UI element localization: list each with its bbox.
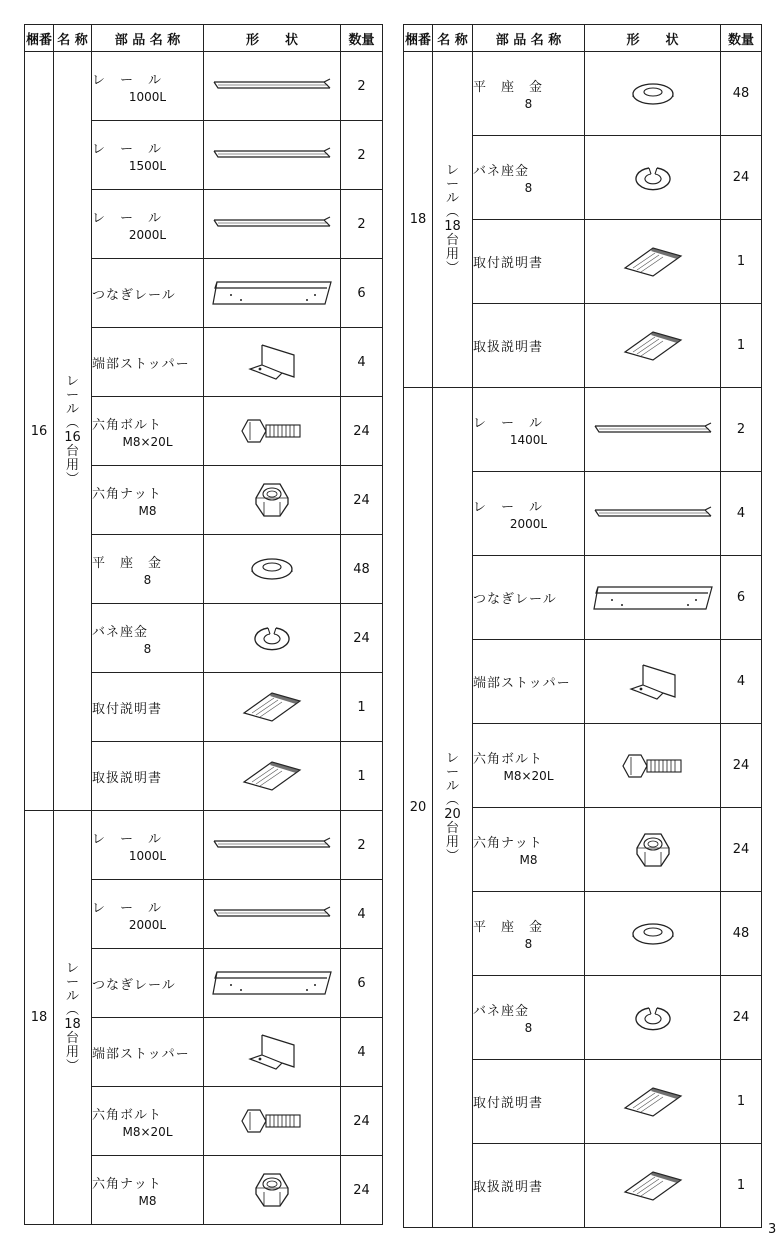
part-spec: M8×20L: [122, 434, 173, 449]
part-name-cell: [92, 52, 204, 121]
shape-cell: [204, 121, 341, 190]
part-name: 六角ナット: [473, 836, 543, 851]
quantity-cell: 48: [721, 892, 762, 976]
bundle-number-cell: 18: [25, 811, 54, 1225]
table-row: [404, 388, 762, 472]
manual-icon: [204, 689, 340, 725]
part-name-cell: [473, 892, 585, 976]
parts-table-left: [24, 24, 383, 1225]
part-spec: M8×20L: [503, 769, 554, 783]
quantity-cell: 48: [721, 52, 762, 136]
header-bundle: 梱番: [404, 25, 433, 52]
header-shape: 形 状: [585, 25, 721, 52]
hex-nut-icon: [585, 830, 720, 870]
group-name-char: 用: [445, 246, 459, 262]
group-name-char: 台: [65, 1030, 79, 1046]
rail-icon: [204, 902, 340, 926]
manual-icon: [204, 758, 340, 794]
group-name-vertical: [64, 375, 81, 487]
quantity-cell: 4: [341, 880, 383, 949]
part-name: バネ座金: [473, 1004, 530, 1019]
group-name-char: レ: [445, 162, 459, 178]
stopper-icon: [204, 341, 340, 383]
part-name-cell: [92, 535, 204, 604]
hex-bolt-icon: [204, 1106, 340, 1136]
quantity-cell: 1: [721, 220, 762, 304]
quantity-cell: 24: [341, 466, 383, 535]
group-name-char: ︶: [65, 472, 79, 487]
part-name: つなぎレール: [92, 287, 176, 303]
part-name-cell: [92, 466, 204, 535]
header-row: [25, 25, 383, 52]
group-name-vertical: [64, 962, 81, 1074]
shape-cell: [204, 466, 341, 535]
header-name: 名 称: [54, 25, 92, 52]
part-name-cell: [473, 220, 585, 304]
group-name-char: ︵: [65, 1002, 79, 1018]
group-name-char: 20: [444, 806, 461, 822]
bundle-number-cell: 20: [404, 388, 433, 1228]
quantity-cell: 2: [341, 52, 383, 121]
hex-nut-icon: [204, 1170, 340, 1210]
quantity-cell: 2: [341, 121, 383, 190]
shape-cell: [585, 472, 721, 556]
group-name-vertical: [444, 752, 461, 864]
header-quantity: 数量: [721, 25, 762, 52]
rail-icon: [204, 212, 340, 236]
group-name-char: レ: [65, 374, 79, 389]
quantity-cell: 24: [341, 397, 383, 466]
group-name-char: ︶: [445, 848, 459, 864]
shape-cell: [585, 640, 721, 724]
parts-table-right: [403, 24, 762, 1228]
shape-cell: [204, 535, 341, 604]
part-name-cell: [92, 880, 204, 949]
part-name-cell: [92, 259, 204, 328]
part-name-cell: [92, 328, 204, 397]
group-name-char: ︵: [445, 204, 459, 220]
stopper-icon: [585, 661, 720, 703]
group-name-char: 18: [64, 1016, 81, 1032]
group-name-char: 用: [445, 834, 459, 850]
quantity-cell: 1: [721, 1060, 762, 1144]
part-name: レ ー ル: [473, 416, 544, 431]
quantity-cell: 24: [341, 1156, 383, 1225]
quantity-cell: 2: [721, 388, 762, 472]
part-name: つなぎレール: [92, 977, 176, 993]
shape-cell: [585, 808, 721, 892]
quantity-cell: 4: [341, 1018, 383, 1087]
part-name: 六角ボルト: [92, 1107, 163, 1123]
group-name-char: ル: [445, 778, 459, 794]
part-name-cell: [473, 556, 585, 640]
quantity-cell: 2: [341, 190, 383, 259]
flat-washer-icon: [585, 80, 720, 108]
quantity-cell: 1: [721, 1144, 762, 1228]
group-name-char: 用: [65, 1044, 79, 1060]
page-number: 3: [768, 1222, 777, 1237]
table-row: [25, 811, 383, 880]
part-name-cell: [473, 52, 585, 136]
shape-cell: [204, 1087, 341, 1156]
quantity-cell: 24: [721, 136, 762, 220]
group-name-char: ル: [65, 402, 79, 417]
quantity-cell: 24: [721, 808, 762, 892]
rail-icon: [204, 833, 340, 857]
part-name-cell: [473, 724, 585, 808]
shape-cell: [204, 811, 341, 880]
part-name: レ ー ル: [92, 831, 163, 847]
joint-rail-icon: [204, 278, 340, 308]
part-name-cell: [473, 304, 585, 388]
manual-icon: [585, 328, 720, 364]
part-name: レ ー ル: [92, 72, 163, 88]
manual-icon: [585, 1168, 720, 1204]
group-name-char: ル: [65, 988, 79, 1004]
part-name-cell: [473, 808, 585, 892]
flat-washer-icon: [585, 920, 720, 948]
quantity-cell: 48: [341, 535, 383, 604]
quantity-cell: 4: [341, 328, 383, 397]
part-name: 端部ストッパー: [92, 356, 190, 372]
group-name-char: 台: [445, 232, 459, 248]
group-name-char: 16: [64, 430, 81, 445]
header-name: 名 称: [433, 25, 473, 52]
shape-cell: [204, 1156, 341, 1225]
group-name-cell: [433, 388, 473, 1228]
part-name: レ ー ル: [92, 210, 163, 226]
part-spec: 8: [524, 1021, 533, 1035]
part-name: 取扱説明書: [473, 340, 544, 355]
part-name-cell: [473, 1060, 585, 1144]
part-name: レ ー ル: [92, 141, 163, 157]
part-name-cell: [473, 1144, 585, 1228]
part-name: バネ座金: [473, 164, 530, 179]
header-shape: 形 状: [204, 25, 341, 52]
part-name: 六角ボルト: [473, 752, 544, 767]
part-spec: 8: [524, 937, 533, 951]
part-name-cell: [92, 811, 204, 880]
quantity-cell: 4: [721, 640, 762, 724]
header-bundle: 梱番: [25, 25, 54, 52]
group-name-vertical: [444, 164, 461, 276]
group-name-char: ル: [445, 190, 459, 206]
group-name-char: 台: [65, 444, 79, 459]
part-name-cell: [92, 604, 204, 673]
hex-bolt-icon: [585, 751, 720, 781]
shape-cell: [204, 259, 341, 328]
bundle-number-cell: 18: [404, 52, 433, 388]
part-name-cell: [473, 472, 585, 556]
flat-washer-icon: [204, 555, 340, 583]
part-spec: 1000L: [128, 848, 167, 863]
group-name-char: ︶: [65, 1058, 79, 1074]
rail-icon: [204, 74, 340, 98]
shape-cell: [204, 1018, 341, 1087]
group-name-char: ー: [445, 764, 459, 780]
quantity-cell: 1: [341, 742, 383, 811]
shape-cell: [585, 136, 721, 220]
part-spec: 1500L: [128, 158, 167, 173]
quantity-cell: 24: [721, 724, 762, 808]
part-name: レ ー ル: [92, 900, 163, 916]
stopper-icon: [204, 1031, 340, 1073]
part-name: 取付説明書: [473, 1096, 544, 1111]
manual-icon: [585, 1084, 720, 1120]
shape-cell: [204, 328, 341, 397]
rail-icon: [585, 502, 720, 526]
header-part-name: 部 品 名 称: [92, 25, 204, 52]
rail-icon: [204, 143, 340, 167]
spring-washer-icon: [585, 1003, 720, 1033]
part-spec: 8: [143, 572, 152, 587]
shape-cell: [204, 190, 341, 259]
header-quantity: 数量: [341, 25, 383, 52]
table-row: [25, 52, 383, 121]
part-name: 六角ボルト: [92, 417, 163, 433]
group-name-char: ︵: [65, 416, 79, 431]
group-name-char: ー: [65, 388, 79, 403]
shape-cell: [204, 52, 341, 121]
quantity-cell: 6: [721, 556, 762, 640]
shape-cell: [585, 220, 721, 304]
shape-cell: [585, 388, 721, 472]
part-spec: 1400L: [509, 433, 548, 447]
part-spec: 8: [143, 641, 152, 656]
quantity-cell: 1: [341, 673, 383, 742]
spring-washer-icon: [204, 623, 340, 653]
part-name: 取付説明書: [473, 256, 544, 271]
part-name: 平 座 金: [473, 80, 544, 95]
table-row: [404, 52, 762, 136]
hex-nut-icon: [204, 480, 340, 520]
part-name-cell: [92, 742, 204, 811]
shape-cell: [204, 949, 341, 1018]
rail-icon: [585, 418, 720, 442]
part-name: レ ー ル: [473, 500, 544, 515]
group-name-cell: [433, 52, 473, 388]
group-name-char: ︵: [445, 792, 459, 808]
part-spec: M8: [138, 1193, 157, 1208]
part-name-cell: [92, 1018, 204, 1087]
quantity-cell: 24: [341, 604, 383, 673]
group-name-char: 台: [445, 820, 459, 836]
shape-cell: [585, 892, 721, 976]
shape-cell: [585, 304, 721, 388]
quantity-cell: 1: [721, 304, 762, 388]
part-spec: 2000L: [128, 917, 167, 932]
part-name-cell: [92, 1156, 204, 1225]
part-spec: 1000L: [128, 89, 167, 104]
part-name-cell: [473, 976, 585, 1060]
shape-cell: [585, 1144, 721, 1228]
part-spec: 2000L: [128, 227, 167, 242]
part-name-cell: [92, 949, 204, 1018]
header-part-name: 部 品 名 称: [473, 25, 585, 52]
quantity-cell: 2: [341, 811, 383, 880]
part-name-cell: [473, 388, 585, 472]
part-spec: M8: [519, 853, 538, 867]
part-name: 六角ナット: [92, 1176, 162, 1192]
part-name: 取扱説明書: [92, 770, 163, 786]
shape-cell: [585, 52, 721, 136]
quantity-cell: 24: [341, 1087, 383, 1156]
part-spec: M8: [138, 503, 157, 518]
shape-cell: [585, 976, 721, 1060]
part-name: 取付説明書: [92, 701, 163, 717]
shape-cell: [204, 397, 341, 466]
shape-cell: [204, 673, 341, 742]
part-name-cell: [473, 640, 585, 724]
bundle-number-cell: 16: [25, 52, 54, 811]
shape-cell: [585, 1060, 721, 1144]
part-name-cell: [92, 121, 204, 190]
group-name-char: ︶: [445, 260, 459, 276]
group-name-cell: [54, 811, 92, 1225]
joint-rail-icon: [585, 583, 720, 613]
hex-bolt-icon: [204, 416, 340, 446]
part-name-cell: [92, 190, 204, 259]
shape-cell: [204, 880, 341, 949]
part-name: 平 座 金: [473, 920, 544, 935]
shape-cell: [585, 724, 721, 808]
part-spec: 8: [524, 181, 533, 195]
part-name: 端部ストッパー: [92, 1046, 190, 1062]
manual-icon: [585, 244, 720, 280]
part-name: つなぎレール: [473, 592, 557, 607]
joint-rail-icon: [204, 968, 340, 998]
quantity-cell: 4: [721, 472, 762, 556]
group-name-char: レ: [445, 750, 459, 766]
quantity-cell: 6: [341, 259, 383, 328]
part-spec: 2000L: [509, 517, 548, 531]
group-name-char: レ: [65, 960, 79, 976]
part-name: 端部ストッパー: [473, 676, 571, 691]
part-spec: 8: [524, 97, 533, 111]
part-spec: M8×20L: [122, 1124, 173, 1139]
part-name: バネ座金: [92, 624, 149, 640]
part-name-cell: [92, 673, 204, 742]
quantity-cell: 6: [341, 949, 383, 1018]
quantity-cell: 24: [721, 976, 762, 1060]
spring-washer-icon: [585, 163, 720, 193]
part-name: 六角ナット: [92, 486, 162, 502]
part-name-cell: [92, 397, 204, 466]
shape-cell: [585, 556, 721, 640]
header-row: [404, 25, 762, 52]
shape-cell: [204, 604, 341, 673]
group-name-char: 用: [65, 458, 79, 473]
group-name-char: 18: [444, 218, 461, 234]
part-name: 取扱説明書: [473, 1180, 544, 1195]
group-name-char: ー: [445, 176, 459, 192]
group-name-cell: [54, 52, 92, 811]
part-name: 平 座 金: [92, 555, 163, 571]
group-name-char: ー: [65, 974, 79, 990]
shape-cell: [204, 742, 341, 811]
part-name-cell: [92, 1087, 204, 1156]
part-name-cell: [473, 136, 585, 220]
